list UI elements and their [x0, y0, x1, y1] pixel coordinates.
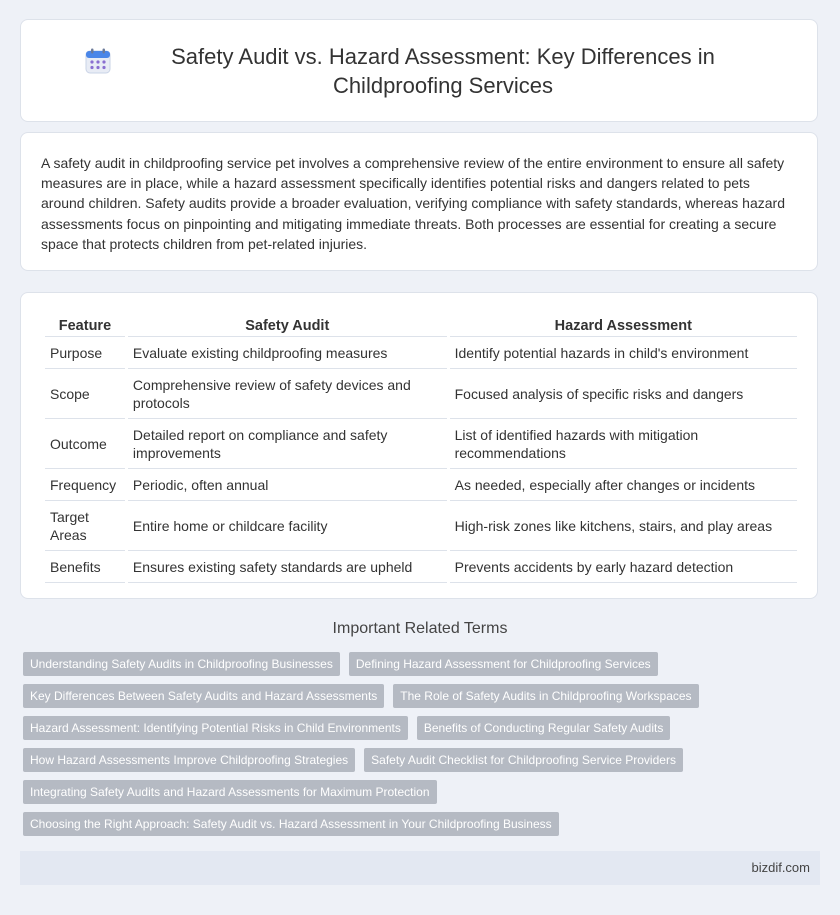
page-title: Safety Audit vs. Hazard Assessment: Key Differences in Childproofing Services	[171, 43, 715, 98]
related-term-tag[interactable]: Safety Audit Checklist for Childproofing Service Providers	[364, 748, 683, 772]
row-hazard-assessment: Identify potential hazards in child's environment	[450, 338, 797, 369]
row-hazard-assessment: List of identified hazards with mitigation recommendations	[450, 420, 797, 469]
header-hazard-assessment: Hazard Assessment	[450, 314, 797, 337]
row-safety-audit: Entire home or childcare facility	[128, 502, 447, 551]
comparison-table-card	[20, 292, 818, 599]
header-feature: Feature	[45, 314, 125, 337]
row-safety-audit: Detailed report on compliance and safety improvements	[128, 420, 447, 469]
related-term-tag[interactable]: How Hazard Assessments Improve Childproofing Strategies	[23, 748, 355, 772]
row-safety-audit: Ensures existing safety standards are upheld	[128, 552, 447, 583]
related-terms-title: Important Related Terms	[332, 620, 508, 637]
table-row	[45, 470, 797, 501]
row-safety-audit: Evaluate existing childproofing measures	[128, 338, 447, 369]
row-feature: Target Areas	[45, 502, 125, 551]
row-hazard-assessment: Prevents accidents by early hazard detection	[450, 552, 797, 583]
related-term-tag[interactable]: Choosing the Right Approach: Safety Audit vs. Hazard Assessment in Your Childproofing Business	[23, 812, 559, 836]
intro-card	[20, 132, 818, 271]
header-card	[20, 19, 818, 122]
table-row	[45, 552, 797, 583]
related-term-tag[interactable]: Benefits of Conducting Regular Safety Audits	[417, 716, 670, 740]
row-feature: Purpose	[45, 338, 125, 369]
related-term-tag[interactable]: Hazard Assessment: Identifying Potential Risks in Child Environments	[23, 716, 408, 740]
footer	[20, 851, 820, 885]
row-feature: Benefits	[45, 552, 125, 583]
related-terms-list	[23, 652, 813, 844]
table-row	[45, 370, 797, 419]
related-term-tag[interactable]: Integrating Safety Audits and Hazard Assessments for Maximum Protection	[23, 780, 437, 804]
row-hazard-assessment: Focused analysis of specific risks and dangers	[450, 370, 797, 419]
row-feature: Outcome	[45, 420, 125, 469]
calendar-icon	[85, 48, 111, 74]
intro-paragraph: A safety audit in childproofing service pet involves a comprehensive review of the entire environment to ensure all safety measures are in place, while a hazard assessment specifically identifies potential risks and dangers related to pets around children. Safety audits provide a broader evaluation, verifying compliance with safety standards, whereas hazard assessments focus on pinpointing and mitigating immediate threats. Both processes are essential for creating a secure space that protects children from pet-related injuries.	[41, 155, 785, 252]
row-hazard-assessment: High-risk zones like kitchens, stairs, and play areas	[450, 502, 797, 551]
related-term-tag[interactable]: Understanding Safety Audits in Childproofing Businesses	[23, 652, 340, 676]
row-safety-audit: Periodic, often annual	[128, 470, 447, 501]
table-row	[45, 338, 797, 369]
header-safety-audit: Safety Audit	[128, 314, 447, 337]
related-term-tag[interactable]: Defining Hazard Assessment for Childproofing Services	[349, 652, 658, 676]
row-hazard-assessment: As needed, especially after changes or incidents	[450, 470, 797, 501]
table-row	[45, 420, 797, 469]
row-safety-audit: Comprehensive review of safety devices and protocols	[128, 370, 447, 419]
table-row	[45, 502, 797, 551]
comparison-table	[42, 313, 800, 584]
row-feature: Scope	[45, 370, 125, 419]
related-term-tag[interactable]: Key Differences Between Safety Audits and Hazard Assessments	[23, 684, 384, 708]
related-term-tag[interactable]: The Role of Safety Audits in Childproofing Workspaces	[393, 684, 698, 708]
row-feature: Frequency	[45, 470, 125, 501]
table-header-row	[45, 314, 797, 337]
footer-site-link[interactable]: bizdif.com	[751, 860, 810, 875]
